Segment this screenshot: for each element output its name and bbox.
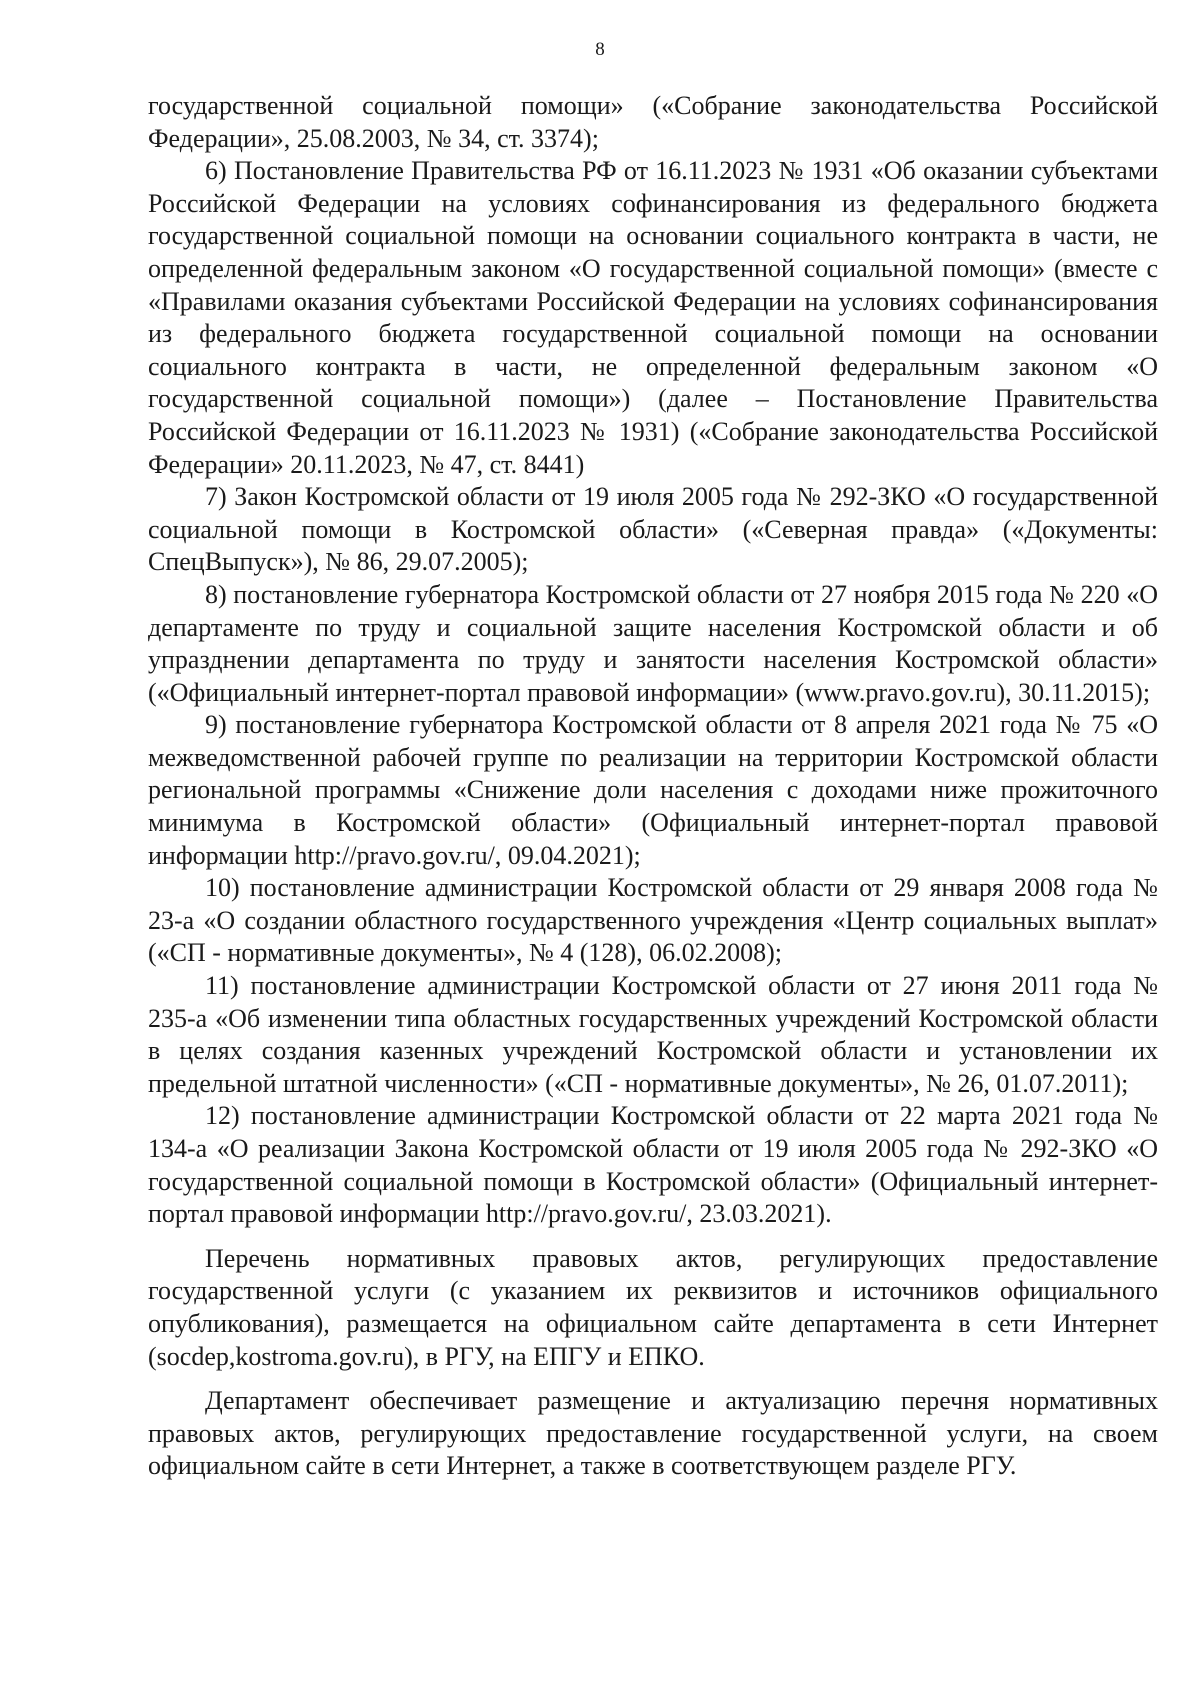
paragraph-continuation: государственной социальной помощи» («Собрание законодательства Российской Федерации», 25.08.2003, № 34, ст. 3374); [148,91,1158,153]
paragraph-item-9: 9) постановление губернатора Костромской области от 8 апреля 2021 года № 75 «О межведомственной рабочей группе по реализации на территории Костромской области региональной программы «Снижение доли населения с доходами ниже прожиточного минимума в Костромской области» (Официальный интернет-портал правовой информации http://pravo.gov.ru/, 09.04.2021); [148,710,1158,870]
paragraph-item-8: 8) постановление губернатора Костромской области от 27 ноября 2015 года № 220 «О департаменте по труду и социальной защите населения Костромской области и об упразднении департамента по труду и занятости населения Костромской области» («Официальный интернет-портал правовой информации» (www.pravo.gov.ru), 30.11.2015); [148,579,1158,707]
document-body [148,90,1158,1483]
page-number: 8 [595,39,605,60]
paragraph-item-7: 7) Закон Костромской области от 19 июля 2005 года № 292-ЗКО «О государственной социальной помощи в Костромской области» («Северная правда» («Документы: СпецВыпуск»), № 86, 29.07.2005); [148,482,1158,577]
paragraph-acts-list: Перечень нормативных правовых актов, регулирующих предоставление государственной услуги (с указанием их реквизитов и источников официального опубликования), размещается на официальном сайте департамента в сети Интернет (socdep,kostroma.gov.ru), в РГУ, на ЕПГУ и ЕПКО. [148,1243,1158,1371]
paragraph-item-12: 12) постановление администрации Костромской области от 22 марта 2021 года № 134-а «О реализации Закона Костромской области от 19 июля 2005 года № 292-ЗКО «О государственной социальной помощи в Костромской области» (Официальный интернет-портал правовой информации http://pravo.gov.ru/, 23.03.2021). [148,1101,1158,1229]
paragraph-department: Департамент обеспечивает размещение и актуализацию перечня нормативных правовых актов, регулирующих предоставление государственной услуги, на своем официальном сайте в сети Интернет, а также в соответствующем разделе РГУ. [148,1386,1158,1481]
paragraph-item-6: 6) Постановление Правительства РФ от 16.11.2023 № 1931 «Об оказании субъектами Российской Федерации на условиях софинансирования из федерального бюджета государственной социальной помощи на основании социального контракта в части, не определенной федеральным законом «О государственной социальной помощи» (вместе с «Правилами оказания субъектами Российской Федерации на условиях софинансирования из федерального бюджета государственной социальной помощи на основании социального контракта в части, не определенной федеральным законом «О государственной социальной помощи») (далее – Постановление Правительства Российской Федерации от 16.11.2023 № 1931) («Собрание законодательства Российской Федерации» 20.11.2023, № 47, ст. 8441) [148,156,1158,479]
paragraph-item-11: 11) постановление администрации Костромской области от 27 июня 2011 года № 235-а «Об изменении типа областных государственных учреждений Костромской области в целях создания казенных учреждений Костромской области и установлении их предельной штатной численности» («СП - нормативные документы», № 26, 01.07.2011); [148,971,1158,1098]
paragraph-item-10: 10) постановление администрации Костромской области от 29 января 2008 года № 23-а «О создании областного государственного учреждения «Центр социальных выплат» («СП - нормативные документы», № 4 (128), 06.02.2008); [148,873,1158,968]
